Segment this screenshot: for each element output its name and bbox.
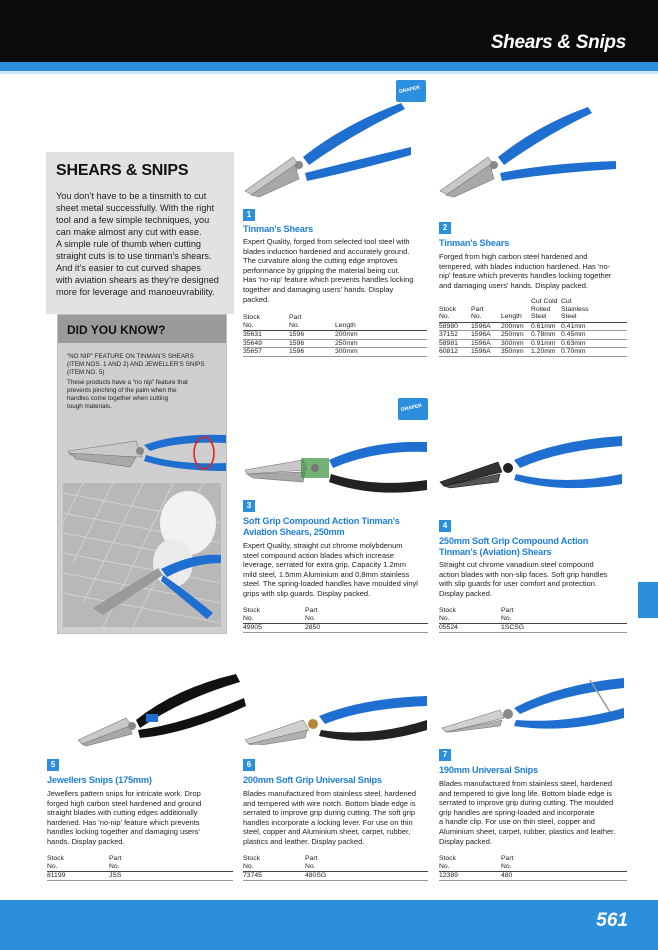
desc-line: Display packed. [439, 836, 492, 846]
table-cell: 35657 [243, 348, 289, 357]
desc-line: hardened. Has 'no-nip' feature which prevents [47, 817, 200, 827]
product-3-description [243, 541, 428, 599]
title-line: Soft Grip Compound Action Tinman's [243, 516, 400, 526]
product-6-spec-table [243, 855, 428, 881]
header-line: Cut [561, 298, 572, 305]
intro-text [56, 190, 224, 298]
table-header-row [439, 607, 627, 624]
product-2-badge: 2 [439, 222, 451, 234]
table-row [243, 339, 427, 348]
product-7-description [439, 779, 631, 846]
dyk-line: (ITEM NOS. 1 AND 2) AND JEWELLER’S SNIPS [67, 361, 205, 368]
desc-line: packed. [243, 294, 270, 304]
header-line: No. [305, 862, 316, 870]
desc-line: Display packed. [439, 588, 492, 598]
desc-line: performance by gripping the material being cut. [243, 265, 400, 275]
table-cell: 81199 [47, 872, 109, 881]
header-line: Stock [439, 305, 456, 313]
product-7-title [439, 765, 624, 776]
header-line: No. [243, 321, 254, 329]
table-header-row [47, 855, 233, 872]
header-line: Stock [243, 607, 260, 614]
dyk-line: These products have a “no nip” feature that [67, 379, 188, 386]
footer-bar [0, 900, 658, 950]
title-line: 190mm Universal Snips [439, 765, 538, 775]
table-row [243, 331, 427, 340]
table-row [243, 348, 427, 357]
table-cell: 35649 [243, 339, 289, 348]
product-4-description [439, 560, 629, 598]
table-header [439, 855, 501, 872]
desc-line: steel. The spring-loaded handles have moulded vinyl [243, 579, 418, 589]
desc-line: Blades manufactured from stainless steel, hardened [439, 779, 613, 788]
desc-line: plastics and leather. Display packed. [243, 836, 365, 846]
table-cell: 1596A [471, 322, 501, 331]
product-1-description [243, 237, 423, 304]
table-row [439, 339, 627, 348]
product-1-badge: 1 [243, 209, 255, 221]
table-cell: 200mm [335, 331, 427, 340]
table-header [439, 607, 501, 624]
table-cell: 73745 [243, 872, 305, 881]
table-cell: 05524 [439, 624, 501, 633]
product-2-description [439, 252, 629, 290]
intro-line: tool and a few simple techniques, you [56, 215, 210, 225]
title-line: Tinman's Shears [243, 224, 313, 234]
table-cell: 1596A [471, 348, 501, 357]
table-cell: 35631 [243, 331, 289, 340]
table-header [471, 298, 501, 322]
dyk-line: tough materials. [67, 403, 112, 410]
table-header [243, 607, 305, 624]
product-6-title [243, 775, 428, 786]
table-cell: 350mm [501, 348, 531, 357]
table-cell: 250mm [501, 331, 531, 340]
table-header [501, 855, 627, 872]
table-cell: 480SG [305, 872, 428, 881]
table-header [531, 298, 561, 322]
desc-line: grip handles are spring-loaded and incorporate [439, 807, 595, 817]
product-5-spec-table [47, 855, 233, 881]
header-line: No. [471, 313, 482, 320]
table-header-row [439, 298, 627, 322]
table-cell: 1.20mm [531, 348, 561, 357]
product-2-image [438, 95, 618, 200]
intro-line: straight cuts is to use tinman’s shears. [56, 251, 212, 261]
product-5-image [76, 668, 246, 748]
product-7-image [440, 668, 625, 733]
table-cell: 0.91mm [531, 339, 561, 348]
table-header [501, 607, 627, 624]
table-cell: 58981 [439, 339, 471, 348]
desc-line: Expert Quality, forged from selected tool steel with [243, 237, 410, 246]
header-line: Stock [439, 607, 456, 614]
product-3-title [243, 516, 423, 538]
intro-line: with aviation shears as they’re designed [56, 275, 219, 285]
logo-text: DRAPER [400, 402, 423, 414]
intro-line: more for leverage and manoeuvrability. [56, 287, 215, 297]
table-header-row [243, 607, 428, 624]
table-header [561, 298, 627, 322]
table-header [439, 298, 471, 322]
desc-line: hands. Display packed. [47, 836, 125, 846]
desc-line: steel compound action blades which increase [243, 550, 394, 560]
did-you-know-para [67, 379, 217, 411]
desc-line: together and damaging users' hands. Display [243, 284, 394, 294]
header-line: No. [243, 862, 254, 870]
desc-line: a handle clip. For use on thin steel, copper and [439, 817, 595, 827]
table-cell: 12389 [439, 872, 501, 881]
desc-line: The curvature along the cutting edge improves [243, 256, 398, 266]
title-line: Aviation Shears, 250mm [243, 527, 345, 537]
desc-line: action blades with non-slip faces. Soft grip handles [439, 569, 608, 579]
dyk-line: “NO NIP” FEATURE ON TINMAN’S SHEARS [67, 353, 194, 360]
desc-line: Jewellers pattern snips for intricate work. Drop [47, 789, 201, 798]
header-line: No. [109, 862, 120, 870]
intro-box [46, 152, 234, 314]
product-6-description [243, 789, 431, 847]
desc-line: steel, copper and Aluminium sheet, carpet, rubber, [243, 827, 411, 837]
table-header [243, 314, 289, 331]
table-row [243, 624, 428, 633]
header-line: Stock [47, 855, 64, 862]
intro-line: sheet metal successfully. With the right [56, 203, 215, 213]
header-line: No. [289, 321, 300, 329]
table-row [47, 872, 233, 881]
header-line: Steel [531, 313, 547, 320]
desc-line: Expert Quality, straight cut chrome molybdenum [243, 541, 403, 550]
product-1-spec-table [243, 314, 427, 357]
table-row [439, 624, 627, 633]
product-4-title [439, 536, 624, 558]
title-line: Jewellers Snips (175mm) [47, 775, 152, 785]
product-2-title [439, 238, 619, 249]
desc-line: and tempered to give long life. Bottom blade edge is [439, 788, 613, 798]
intro-title: SHEARS & SNIPS [56, 162, 189, 179]
header-line: Part [305, 607, 318, 614]
table-cell: 1596A [471, 331, 501, 340]
header-line: Length [501, 313, 522, 320]
table-cell: 0.78mm [531, 331, 561, 340]
did-you-know-body [58, 343, 226, 411]
header-line: Stock [243, 314, 260, 321]
header-stripe [0, 62, 658, 71]
table-header [305, 607, 428, 624]
header-line: Part [109, 855, 122, 862]
product-5-badge: 5 [47, 759, 59, 771]
header-line: No. [243, 614, 254, 622]
intro-line: A simple rule of thumb when cutting [56, 239, 202, 249]
product-7-badge: 7 [439, 749, 451, 761]
table-cell: 200mm [501, 322, 531, 331]
desc-line: Forged from high carbon steel hardened and [439, 252, 588, 261]
table-row [439, 872, 627, 881]
desc-line: forged high carbon steel hardened and ground [47, 798, 202, 808]
desc-line: mild steel, 1.5mm Aluminium and 0.8mm stainless [243, 569, 410, 579]
table-cell: 0.63mm [561, 339, 627, 348]
table-cell: 49905 [243, 624, 305, 633]
header-line: No. [47, 862, 58, 870]
desc-line: blades induction hardened and accurately ground. [243, 246, 410, 256]
desc-line: serrated to improve grip during cutting. The moulded [439, 798, 614, 808]
desc-line: with slip guards for user comfort and protection. [439, 579, 597, 589]
desc-line: nip' feature which prevents handles locking together [439, 271, 612, 281]
header-line: No. [439, 862, 450, 870]
header-line: Length [335, 321, 356, 329]
title-line: 200mm Soft Grip Universal Snips [243, 775, 382, 785]
product-3-badge: 3 [243, 500, 255, 512]
section-side-tab [638, 582, 658, 618]
title-line: Tinman's (Aviation) Shears [439, 547, 552, 557]
header-line: Rolled [531, 305, 551, 313]
table-cell: 0.61mm [531, 322, 561, 331]
table-cell: 2850 [305, 624, 428, 633]
header-line: Cut Cold [531, 298, 558, 305]
table-header-row [243, 314, 427, 331]
table-header [47, 855, 109, 872]
table-header [501, 298, 531, 322]
table-cell: 1SCSG [501, 624, 627, 633]
table-cell: 480 [501, 872, 627, 881]
table-cell: 1596 [289, 331, 335, 340]
desc-line: Has 'no-nip' feature which prevents handles locking [243, 275, 414, 285]
header-line: Part [501, 607, 514, 614]
product-2-spec-table [439, 298, 627, 357]
product-3-spec-table [243, 607, 428, 633]
table-cell: JSS [109, 872, 233, 881]
product-6-badge: 6 [243, 759, 255, 771]
table-cell: 0.70mm [561, 348, 627, 357]
did-you-know-title: DID YOU KNOW? [58, 315, 226, 343]
product-3-image [243, 430, 428, 500]
table-row [439, 348, 627, 357]
product-5-title [47, 775, 232, 786]
product-4-spec-table [439, 607, 627, 633]
table-header [289, 314, 335, 331]
table-cell: 0.41mm [561, 322, 627, 331]
product-4-badge: 4 [439, 520, 451, 532]
header-line: Part [501, 855, 514, 862]
desc-line: grips with slip guards. Display packed. [243, 588, 371, 598]
table-row [439, 331, 627, 340]
dyk-line: (ITEM NO. 5) [67, 369, 105, 376]
draper-logo [398, 398, 428, 420]
intro-line: can make almost any cut with ease. [56, 227, 202, 237]
product-7-spec-table [439, 855, 627, 881]
page-title: Shears & Snips [490, 32, 626, 53]
header-line: Part [471, 305, 484, 313]
desc-line: tempered, with blades induction hardened. Has 'no- [439, 261, 611, 271]
dyk-line: prevents pinching of the palm when the [67, 387, 177, 394]
header-line: No. [439, 614, 450, 622]
did-you-know-para [67, 353, 217, 377]
desc-line: handles locking together and damaging users' [47, 827, 200, 837]
did-you-know-box [57, 314, 227, 634]
product-1-title [243, 224, 413, 235]
tinman-shears-detail-image [66, 419, 226, 479]
product-6-image [243, 690, 428, 745]
table-header-row [243, 855, 428, 872]
page-number: 561 [596, 910, 628, 931]
intro-line: And it’s easier to cut curved shapes [56, 263, 201, 273]
desc-line: handles incorporate a locking lever. For use on thin [243, 817, 413, 827]
header-line: Steel [561, 313, 577, 320]
desc-line: Straight cut chrome vanadium steel compound [439, 560, 594, 569]
table-cell: 37152 [439, 331, 471, 340]
table-header [335, 314, 427, 331]
dyk-line: handles come together when cutting [67, 395, 169, 402]
table-cell: 250mm [335, 339, 427, 348]
product-1-image [243, 95, 413, 200]
header-line: No. [501, 614, 512, 622]
table-cell: 1596 [289, 339, 335, 348]
photo-illustration [63, 483, 221, 627]
table-cell: 60812 [439, 348, 471, 357]
desc-line: serrated to improve grip during cutting. The soft grip [243, 808, 416, 818]
logo-text: DRAPER [398, 84, 421, 96]
desc-line: Blades manufactured from stainless steel, hardened [243, 789, 417, 798]
table-cell: 1596A [471, 339, 501, 348]
table-header [109, 855, 233, 872]
table-cell: 300mm [335, 348, 427, 357]
title-line: 250mm Soft Grip Compound Action [439, 536, 589, 546]
table-cell: 0.45mm [561, 331, 627, 340]
product-4-image [438, 430, 623, 495]
header-line: No. [501, 862, 512, 870]
table-cell: 300mm [501, 339, 531, 348]
header-line: Stock [439, 855, 456, 862]
header-line: Part [305, 855, 318, 862]
table-row [243, 872, 428, 881]
header-line: No. [439, 313, 450, 320]
intro-line: You don’t have to be a tinsmith to cut [56, 191, 207, 201]
table-header [243, 855, 305, 872]
header-line: Part [289, 314, 302, 321]
product-5-description [47, 789, 235, 847]
desc-line: and tempered with wire notch. Bottom blade edge is [243, 798, 416, 808]
table-cell: 58980 [439, 322, 471, 331]
table-header [305, 855, 428, 872]
title-line: Tinman's Shears [439, 238, 509, 248]
table-cell: 1596 [289, 348, 335, 357]
desc-line: Aluminium sheet, carpet, rubber, plastics and leather. [439, 826, 616, 836]
table-row [439, 322, 627, 331]
header-line: Stock [243, 855, 260, 862]
table-header-row [439, 855, 627, 872]
header-line: Stainless [561, 305, 589, 313]
desc-line: straight blades with cutting edges additionally [47, 808, 198, 818]
header-line: No. [305, 614, 316, 622]
shears-in-use-photo [63, 483, 221, 627]
desc-line: and damaging users' hands. Display packed. [439, 280, 589, 290]
header-stripe-light [0, 71, 658, 74]
desc-line: leverage, serrated for extra grip. Capacity 1.2mm [243, 560, 406, 570]
